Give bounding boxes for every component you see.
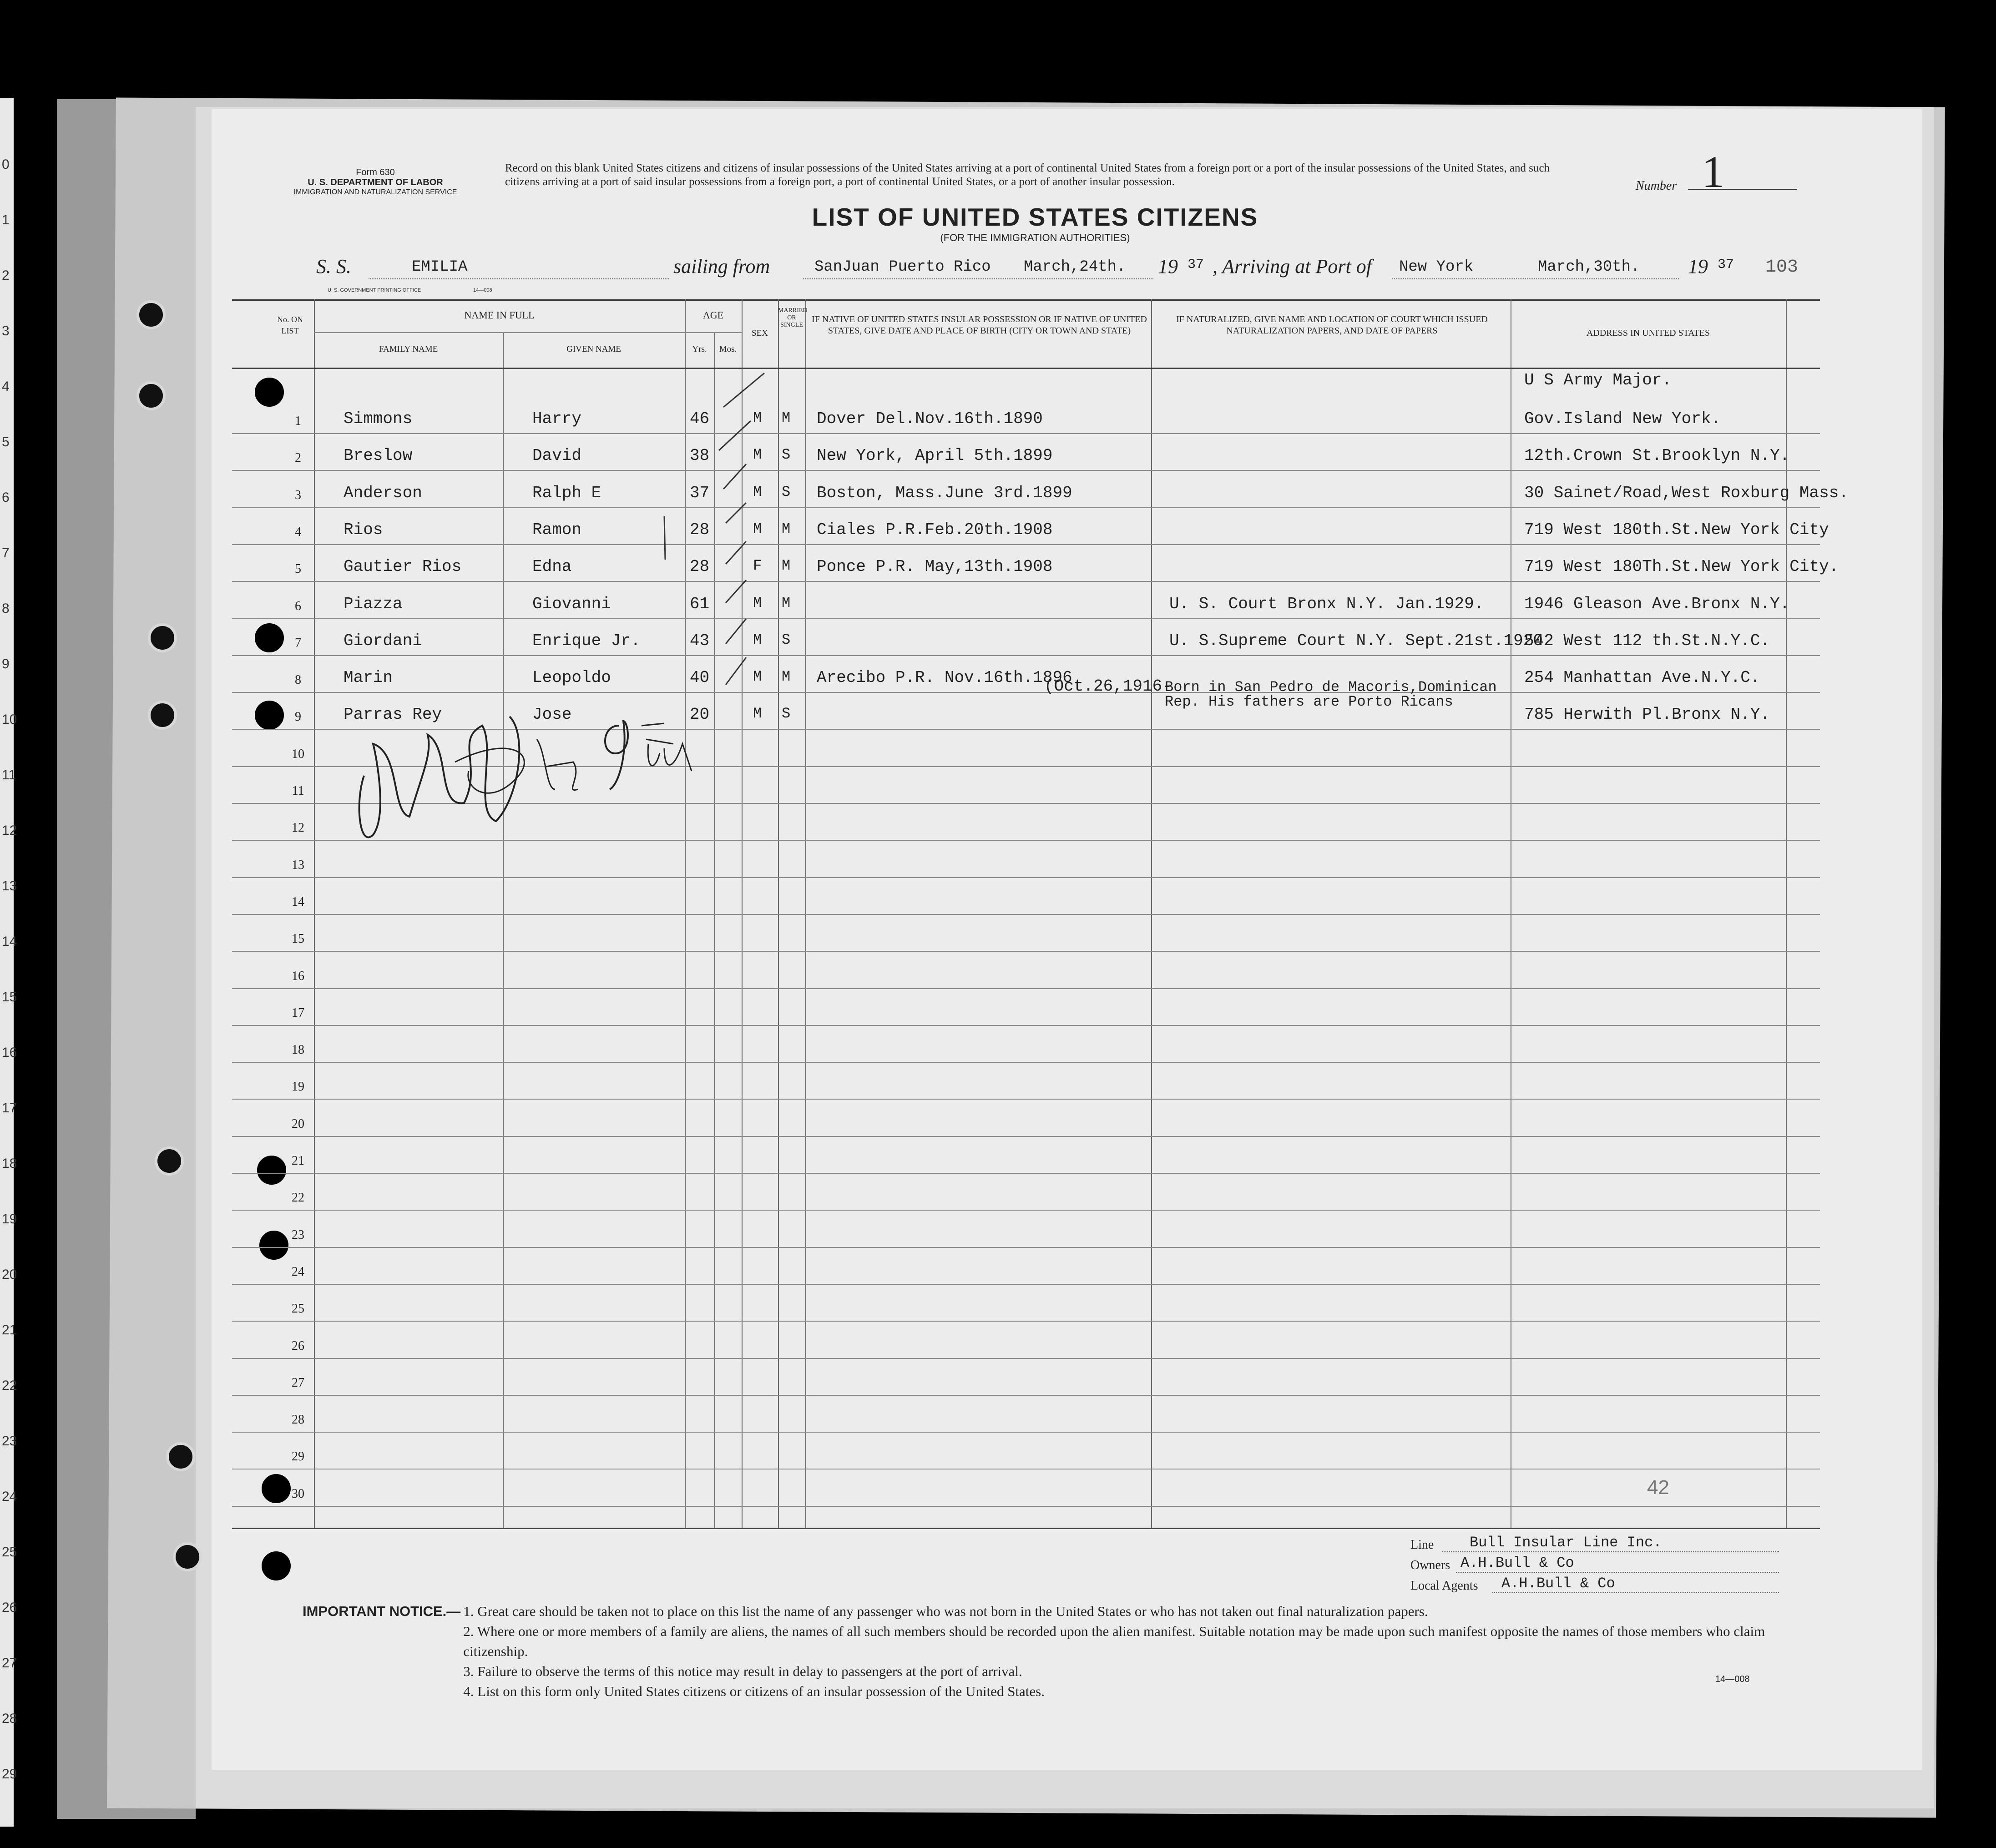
- ruler-mark: 0: [2, 157, 10, 172]
- binder-hole: [262, 1551, 291, 1580]
- ruler-mark: 17: [2, 1101, 17, 1116]
- punch-hole: [166, 1442, 195, 1471]
- row-number: 23: [292, 1227, 304, 1242]
- line-value: Bull Insular Line Inc.: [1470, 1534, 1662, 1551]
- ruler-mark: 21: [2, 1323, 17, 1338]
- row-rule: [232, 618, 1820, 619]
- ruler-mark: 24: [2, 1489, 17, 1504]
- row-rule: [232, 1506, 1820, 1507]
- row-rule: [232, 1025, 1820, 1026]
- depart-year: 37: [1187, 257, 1204, 273]
- family-name: Parras Rey: [344, 705, 442, 724]
- family-name: Breslow: [344, 446, 413, 465]
- row-rule: [232, 655, 1820, 656]
- ruler-mark: 25: [2, 1545, 17, 1560]
- row-rule: [232, 507, 1820, 508]
- ruler-mark: 28: [2, 1711, 17, 1726]
- inspector-signature: [346, 698, 710, 853]
- ruler-mark: 18: [2, 1156, 17, 1171]
- sex: M: [753, 446, 762, 464]
- ruler-mark: 16: [2, 1045, 17, 1060]
- ruler-mark: 11: [2, 767, 16, 783]
- marital-status: S: [782, 631, 791, 648]
- row-rule: [232, 544, 1820, 545]
- row-number: 8: [295, 673, 301, 687]
- row-rule: [232, 1062, 1820, 1063]
- ruler-mark: 26: [2, 1600, 17, 1615]
- arrival-date: March,30th.: [1538, 258, 1640, 276]
- address: 254 Manhattan Ave.N.Y.C.: [1524, 668, 1760, 687]
- tick-mark: [660, 514, 669, 564]
- edge-ruler: [0, 98, 17, 1827]
- punch-hole: [148, 623, 177, 652]
- row-rule: [232, 877, 1820, 878]
- notice-item-1: 1. Great care should be taken not to place on this list the name of any passenger who was not born in the United States or who has not taken out final naturalization papers.: [463, 1603, 1428, 1619]
- ruler-mark: 6: [2, 490, 10, 505]
- ruler-mark: 12: [2, 823, 17, 838]
- marital-status: S: [782, 705, 791, 722]
- address: 542 West 112 th.St.N.Y.C.: [1524, 631, 1770, 650]
- given-name: Ramon: [532, 520, 582, 539]
- sex: M: [753, 594, 762, 611]
- header-divider: [314, 332, 742, 333]
- row-number: 7: [295, 636, 301, 650]
- col-naturalized: IF NATURALIZED, GIVE NAME AND LOCATION OF COURT WHICH ISSUED NATURALIZATION PAPERS, AND DATE OF PAPERS: [1176, 314, 1488, 336]
- row-number: 22: [292, 1191, 304, 1205]
- row-number: 20: [292, 1116, 304, 1131]
- row-rule: [232, 433, 1820, 434]
- address: 30 Sainet/Road,West Roxburg Mass.: [1524, 483, 1849, 502]
- agents-label: Local Agents: [1410, 1579, 1478, 1593]
- col-given-name: GIVEN NAME: [566, 344, 621, 354]
- age-years: 20: [689, 705, 710, 724]
- given-name: David: [532, 446, 582, 465]
- address: 785 Herwith Pl.Bronx N.Y.: [1524, 705, 1770, 724]
- given-name: Giovanni: [532, 594, 611, 613]
- row-number: 17: [292, 1005, 304, 1020]
- agents-underline: [1492, 1592, 1779, 1593]
- page-stamp: 42: [1647, 1476, 1669, 1499]
- row9-naturalized-note-2: Rep. His fathers are Porto Ricans: [1165, 693, 1453, 710]
- punch-hole: [136, 381, 166, 410]
- given-name: Leopoldo: [532, 668, 611, 687]
- family-name: Rios: [344, 520, 383, 539]
- row-rule: [232, 1358, 1820, 1359]
- ship-name: EMILIA: [412, 258, 468, 276]
- service-name: IMMIGRATION AND NATURALIZATION SERVICE: [293, 188, 457, 196]
- printing-code: 14—008: [473, 288, 492, 293]
- family-name: Simmons: [344, 409, 413, 428]
- family-name: Giordani: [344, 631, 422, 650]
- age-years: 43: [689, 631, 710, 650]
- row-rule: [232, 1210, 1820, 1211]
- row-number: 29: [292, 1449, 304, 1464]
- department-name: U. S. DEPARTMENT OF LABOR: [308, 177, 443, 187]
- number-value: 1: [1702, 146, 1724, 197]
- col-age: AGE: [702, 309, 724, 321]
- row-rule: [232, 1432, 1820, 1433]
- ruler-mark: 5: [2, 434, 10, 449]
- marital-status: M: [782, 594, 791, 611]
- row-number: 27: [292, 1375, 304, 1390]
- col-mos: Mos.: [719, 344, 737, 354]
- address: Gov.Island New York.: [1524, 409, 1721, 428]
- arriving-label: , Arriving at Port of: [1213, 255, 1372, 278]
- row-number: 10: [292, 747, 304, 761]
- ruler-mark: 8: [2, 601, 10, 616]
- birth-info: Ciales P.R.Feb.20th.1908: [817, 520, 1053, 539]
- row-rule: [232, 1173, 1820, 1174]
- ruler-mark: 2: [2, 268, 10, 283]
- row-number: 1: [295, 414, 301, 428]
- col-divider: [503, 332, 504, 1528]
- row-number: 4: [295, 525, 301, 539]
- ruler-mark: 29: [2, 1767, 17, 1782]
- table-bottom: [232, 1528, 1820, 1529]
- notice-title: IMPORTANT NOTICE.—: [303, 1603, 461, 1619]
- owners-value: A.H.Bull & Co: [1460, 1555, 1574, 1571]
- owners-underline: [1456, 1572, 1779, 1573]
- marital-status: M: [782, 520, 791, 537]
- row-number: 21: [292, 1154, 304, 1168]
- ruler-mark: 3: [2, 323, 10, 338]
- address: 1946 Gleason Ave.Bronx N.Y.: [1524, 594, 1790, 613]
- naturalization-info: U. S.Supreme Court N.Y. Sept.21st.1920: [1169, 631, 1543, 650]
- sex: M: [753, 668, 762, 686]
- row-number: 11: [292, 784, 304, 798]
- row-number: 19: [292, 1080, 304, 1094]
- row-rule: [232, 1284, 1820, 1285]
- address: 12th.Crown St.Brooklyn N.Y.: [1524, 446, 1790, 465]
- row-rule: [232, 581, 1820, 582]
- row-number: 3: [295, 488, 301, 502]
- sex: M: [753, 705, 762, 722]
- row-number: 9: [295, 710, 301, 724]
- naturalization-info: U. S. Court Bronx N.Y. Jan.1929.: [1169, 594, 1484, 613]
- row-rule: [232, 1321, 1820, 1322]
- family-name: Marin: [344, 668, 393, 687]
- row-number: 6: [295, 599, 301, 613]
- marital-status: M: [782, 557, 791, 575]
- sex: M: [753, 520, 762, 537]
- form-code: 14—008: [1715, 1674, 1750, 1684]
- ruler-mark: 4: [2, 379, 10, 394]
- age-years: 28: [689, 557, 710, 576]
- row-rule: [232, 1247, 1820, 1248]
- row-number: 12: [292, 821, 304, 835]
- arrival-year: 37: [1718, 257, 1734, 273]
- ruler-mark: 7: [2, 545, 10, 560]
- instructions-text: Record on this blank United States citizens and citizens of insular possessions of the United States arriving at a port of continental United States from a foreign port or a port of the insular possessions of the United States, and such citizens arriving at a port of said insular possessions from a foreign port, a port of continental United States, or a port of another insular possession.: [505, 162, 1550, 188]
- given-name: Ralph E: [532, 483, 601, 502]
- given-name: Jose: [532, 705, 572, 724]
- ss-label: S. S.: [316, 255, 351, 278]
- family-name: Anderson: [344, 483, 422, 502]
- row-rule: [232, 951, 1820, 952]
- age-years: 46: [689, 409, 710, 428]
- given-name: Harry: [532, 409, 582, 428]
- row-rule: [232, 914, 1820, 915]
- row-rule: [232, 988, 1820, 989]
- ruler-mark: 27: [2, 1656, 17, 1671]
- punch-hole: [173, 1542, 202, 1571]
- ruler-mark: 10: [2, 712, 17, 727]
- row8-extra-date: (Oct.26,1916-: [1044, 677, 1172, 696]
- marital-status: M: [782, 409, 791, 426]
- ship-underline: [369, 278, 669, 279]
- punch-hole: [155, 1146, 184, 1176]
- ruler-mark: 9: [2, 656, 10, 672]
- marital-status: M: [782, 668, 791, 686]
- arrival-port: New York: [1399, 258, 1474, 276]
- ruler-mark: 15: [2, 990, 17, 1005]
- sex: M: [753, 409, 762, 426]
- row-number: 16: [292, 969, 304, 983]
- age-years: 38: [689, 446, 710, 465]
- col-no: No. ON LIST: [277, 315, 303, 335]
- ruler-mark: 20: [2, 1267, 17, 1282]
- ruler-mark: 22: [2, 1378, 17, 1393]
- ruler-mark: 14: [2, 934, 17, 949]
- col-birth: IF NATIVE OF UNITED STATES INSULAR POSSESSION OR IF NATIVE OF UNITED STATES, GIVE DATE AND PLACE OF BIRTH (CITY OR TOWN AND STATE): [812, 314, 1147, 336]
- age-years: 61: [689, 594, 710, 613]
- arrival-underline: [1392, 278, 1679, 279]
- family-name: Piazza: [344, 594, 403, 613]
- row-rule: [232, 692, 1820, 693]
- row-number: 30: [292, 1486, 304, 1501]
- birth-info: Arecibo P.R. Nov.16th.1896: [817, 668, 1072, 687]
- marital-status: S: [782, 483, 791, 500]
- ruler-mark: 19: [2, 1212, 17, 1227]
- birth-info: Ponce P.R. May,13th.1908: [817, 557, 1053, 576]
- col-yrs: Yrs.: [692, 344, 707, 354]
- check-marks: [714, 371, 778, 717]
- age-years: 37: [689, 483, 710, 502]
- col-name-in-full: NAME IN FULL: [464, 309, 535, 321]
- row-number: 24: [292, 1264, 304, 1279]
- row-number: 15: [292, 932, 304, 946]
- page-subtitle: (FOR THE IMMIGRATION AUTHORITIES): [940, 232, 1130, 243]
- line-label: Line: [1410, 1538, 1434, 1552]
- col-address: ADDRESS IN UNITED STATES: [1586, 328, 1710, 338]
- given-name: Edna: [532, 557, 572, 576]
- printing-office: U. S. GOVERNMENT PRINTING OFFICE: [328, 288, 421, 293]
- birth-info: Boston, Mass.June 3rd.1899: [817, 483, 1072, 502]
- sex: M: [753, 483, 762, 500]
- row9-naturalized-note-1: Born in San Pedro de Macoris,Dominican: [1165, 679, 1497, 696]
- from-port: SanJuan Puerto Rico: [814, 258, 991, 276]
- age-years: 28: [689, 520, 710, 539]
- age-years: 40: [689, 668, 710, 687]
- marital-status: S: [782, 446, 791, 464]
- notice-item-4: 4. List on this form only United States citizens or citizens of an insular possession of the United States.: [463, 1683, 1045, 1699]
- depart-year-prefix: 19: [1158, 255, 1178, 278]
- row-number: 28: [292, 1413, 304, 1427]
- row-rule: [232, 1136, 1820, 1137]
- ruler-mark: 13: [2, 879, 17, 894]
- col-married-single: MARRIED OR SINGLE: [778, 307, 808, 328]
- page-title: LIST OF UNITED STATES CITIZENS: [812, 203, 1258, 231]
- given-name: Enrique Jr.: [532, 631, 641, 650]
- from-underline: [803, 278, 1153, 279]
- important-notice: [303, 1601, 1827, 1702]
- row-number: 18: [292, 1043, 304, 1057]
- punch-hole: [136, 300, 166, 329]
- number-label: Number: [1636, 179, 1677, 193]
- form-id-block: [291, 167, 460, 197]
- row-rule: [232, 1099, 1820, 1100]
- row-number: 13: [292, 858, 304, 872]
- row-rule: [232, 1395, 1820, 1396]
- sailing-from-label: sailing from: [673, 255, 770, 278]
- owners-label: Owners: [1410, 1558, 1450, 1572]
- row-number: 2: [295, 451, 301, 465]
- address: 719 West 180Th.St.New York City.: [1524, 557, 1839, 576]
- family-name: Gautier Rios: [344, 557, 462, 576]
- form-number: Form 630: [356, 167, 395, 177]
- depart-date: March,24th.: [1024, 258, 1126, 276]
- address: 719 West 180th.St.New York City: [1524, 520, 1829, 539]
- address-prefix: U S Army Major.: [1524, 371, 1672, 389]
- ruler-mark: 23: [2, 1434, 17, 1449]
- notice-item-3: 3. Failure to observe the terms of this notice may result in delay to passengers at the port of arrival.: [463, 1663, 1022, 1679]
- notice-item-2: 2. Where one or more members of a family are aliens, the names of all such members should be recorded upon the alien manifest. Suitable notation may be made upon such manifest opposite the names of those members who claim citizenship.: [463, 1623, 1765, 1659]
- arrival-year-prefix: 19: [1688, 255, 1708, 278]
- header-bottom: [232, 368, 1820, 369]
- punch-hole: [148, 701, 177, 730]
- row-number: 26: [292, 1338, 304, 1353]
- row-rule: [232, 470, 1820, 471]
- line-underline: [1442, 1551, 1779, 1552]
- birth-info: Dover Del.Nov.16th.1890: [817, 409, 1043, 428]
- agents-value: A.H.Bull & Co: [1501, 1575, 1615, 1592]
- sex: F: [753, 557, 762, 575]
- birth-info: New York, April 5th.1899: [817, 446, 1053, 465]
- col-family-name: FAMILY NAME: [379, 344, 438, 354]
- col-sex: SEX: [752, 328, 768, 338]
- sex: M: [753, 631, 762, 648]
- row-number: 25: [292, 1302, 304, 1316]
- row-number: 5: [295, 562, 301, 576]
- ruler-mark: 1: [2, 212, 10, 227]
- sheet-stamp: 103: [1765, 257, 1799, 278]
- row-number: 14: [292, 894, 304, 909]
